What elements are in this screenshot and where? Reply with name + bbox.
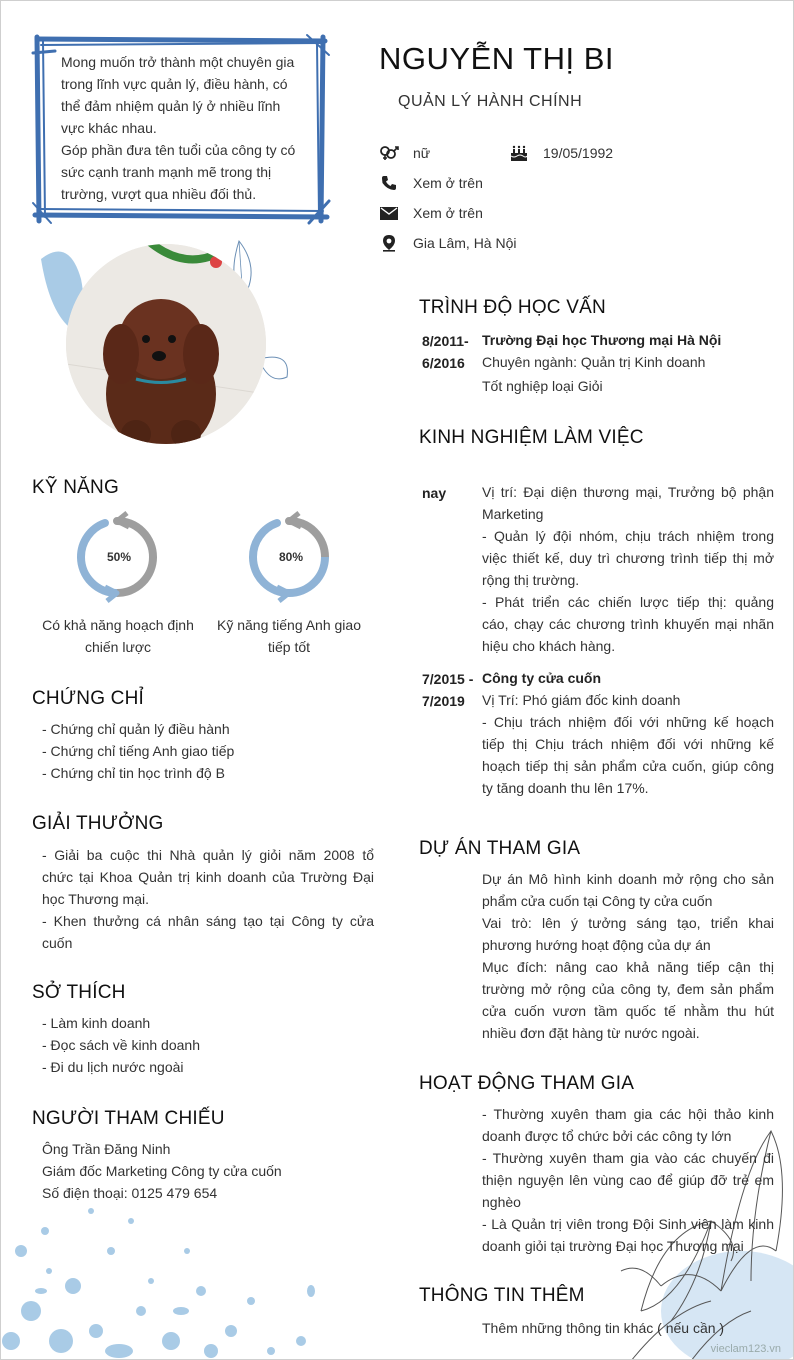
project-line: cửa cuốn vươn tầm quốc tế nhằm thu hút [482,1003,774,1019]
profile-photo [66,244,266,444]
birthday-value: 19/05/1992 [543,145,614,161]
activity-line: thiện nguyện lên vùng cao để giúp đỡ trẻ em [482,1172,774,1188]
job-line: Vị Trí: Phó giám đốc kinh doanh [482,692,681,708]
certificates-title: CHỨNG CHỈ [32,688,144,709]
gender-icon [379,143,399,163]
project-line: Vai trò: lên ý tưởng sáng tạo, triển khai [482,915,774,931]
objective-text [61,51,305,205]
birthday-cake-icon [509,143,529,163]
job-line: hiệu cho khách hàng. [482,638,616,654]
reference-line: Số điện thoại: 0125 479 654 [42,1185,218,1201]
candidate-name: NGUYỄN THỊ BI [379,41,615,76]
objective-line: sức cạnh tranh mạnh mẽ trong thị [61,164,272,180]
awards-line: cuốn [42,935,73,951]
job-2-date-to: 7/2019 [422,693,465,709]
awards-line: - Giải ba cuộc thi Nhà quản lý giỏi năm 2008 tổ [42,847,374,863]
certificates-list [42,718,234,784]
job-line: Marketing [482,506,544,522]
projects-text [482,868,774,1044]
job-1-detail [482,481,774,657]
birthday-row [509,143,613,163]
education-major: Chuyên ngành: Quản trị Kinh doanh [482,354,706,370]
skill-percent-1: 50% [107,550,132,564]
job-company: Công ty cửa cuốn [482,670,602,686]
skill-label-line: chiến lược [84,639,152,655]
skill-label-line: Có khả năng hoạch định [42,617,194,633]
splatter-decoration [1,1191,341,1360]
address-row [379,233,516,253]
project-line: phương hướng hoạt động của dự án [482,937,711,953]
objective-line: trường, vượt qua nhiều đối thủ. [61,186,257,202]
phone-row [379,173,483,193]
list-item: - Chứng chỉ tin học trình độ B [42,765,225,781]
hobbies-list [42,1012,200,1078]
activity-line: nghèo [482,1194,521,1210]
education-date-to: 6/2016 [422,355,465,371]
list-item: - Làm kinh doanh [42,1015,151,1031]
phone-icon [379,173,399,193]
phone-value: Xem ở trên [413,175,483,191]
hobbies-title: SỞ THÍCH [32,982,126,1003]
extra-text: Thêm những thông tin khác ( nếu cần ) [482,1320,725,1336]
email-icon [379,203,399,223]
activities-text [482,1103,774,1257]
education-detail [482,329,721,397]
reference-line: Ông Trần Đăng Ninh [42,1141,171,1157]
gender-row [379,143,430,163]
job-line: - Quản lý đội nhóm, chịu trách nhiệm trong [482,528,774,544]
job-line: - Chịu trách nhiệm đối với những kế hoạch [482,714,774,730]
objective-line: thể đảm nhiệm quản lý ở nhiều lĩnh [61,98,281,114]
skill-label-2 [199,614,379,658]
experience-title: KINH NGHIỆM LÀM VIỆC [419,427,644,448]
skill-label-1 [28,614,208,658]
candidate-role: QUẢN LÝ HÀNH CHÍNH [398,93,583,110]
job-line: tiếp thị Chịu trách nhiệm đối với những kế [482,736,774,752]
education-title: TRÌNH ĐỘ HỌC VẤN [419,297,606,318]
skill-percent-2: 80% [279,550,304,564]
education-date-from: 8/2011- [422,333,469,349]
objective-line: Mong muốn trở thành một chuyên gia [61,54,295,70]
job-line: hoạch tiếp thị sản phẩm cửa cuốn, giúp công [482,758,774,774]
email-value: Xem ở trên [413,205,483,221]
project-line: phẩm cửa cuốn tại Công ty cửa cuốn [482,893,713,909]
list-item: - Chứng chỉ quản lý điều hành [42,721,230,737]
awards-line: học Thương mại. [42,891,150,907]
job-2-date-from: 7/2015 - [422,671,474,687]
extra-title: THÔNG TIN THÊM [419,1285,585,1306]
job-line: ty tăng doanh thu lên 17%. [482,780,649,796]
gender-value: nữ [413,145,431,161]
email-row [379,203,483,223]
activity-line: - Thường xuyên tham gia vào các chuyến đi [482,1150,774,1166]
education-result: Tốt nghiệp loại Giỏi [482,378,603,394]
job-line: Vị trí: Đại diện thương mại, Trưởng bộ phận [482,484,774,500]
projects-title: DỰ ÁN THAM GIA [419,838,581,859]
objective-line: trong lĩnh vực quản lý, điều hành, có [61,76,288,92]
location-pin-icon [379,233,399,253]
objective-line: Góp phần đưa tên tuổi của công ty có [61,142,296,158]
awards-line: chức tại Khoa Quản trị kinh doanh của Trường Đại [42,869,374,885]
job-1-date-to: nay [422,485,447,501]
list-item: - Chứng chỉ tiếng Anh giao tiếp [42,743,235,759]
skill-label-line: Kỹ năng tiếng Anh giao [216,617,361,633]
activity-line: doanh giỏi tại trường Đại học Thương mại [482,1238,744,1254]
watermark: vieclam123.vn [710,1343,781,1355]
reference-line: Giám đốc Marketing Công ty cửa cuốn [42,1163,282,1179]
activity-line: - Là Quản trị viên trong Đội Sinh viên làm kinh [482,1216,774,1232]
job-line: - Phát triển các chiến lược tiếp thị: quảng [482,594,774,610]
awards-title: GIẢI THƯỞNG [32,813,164,834]
skills-title: KỸ NĂNG [32,477,119,498]
awards-text [42,844,374,954]
job-line: việc thiết kế, duy trì chương trình tiếp thị mở [482,550,774,566]
activity-line: - Thường xuyên tham gia các hội thảo kinh [482,1106,774,1122]
awards-line: - Khen thưởng cá nhân sáng tạo tại Công ty cửa [42,913,374,929]
project-line: Mục đích: nâng cao khả năng tiếp cận thị [482,959,774,975]
list-item: - Đọc sách về kinh doanh [42,1037,200,1053]
address-value: Gia Lâm, Hà Nội [413,235,517,251]
references-title: NGƯỜI THAM CHIẾU [32,1108,225,1129]
list-item: - Đi du lịch nước ngoài [42,1059,184,1075]
job-2-detail [482,667,774,799]
skill-label-line: tiếp tốt [267,639,311,655]
project-line: nhiều đơn đặt hàng từ nước ngoài. [482,1025,700,1041]
job-line: cáo, chạy các chương trình khuyến mại nhãn [482,616,774,632]
education-school: Trường Đại học Thương mại Hà Nội [482,332,722,348]
activity-line: doanh được tổ chức bởi các công ty lớn [482,1128,732,1144]
project-line: trường mở rộng của công ty, đem sản phẩm [482,981,774,997]
job-line: rộng thị trường. [482,572,580,588]
project-line: Dự án Mô hình kinh doanh mở rộng cho sản [482,871,774,887]
activities-title: HOẠT ĐỘNG THAM GIA [419,1073,635,1094]
objective-line: vực khác nhau. [61,120,157,136]
